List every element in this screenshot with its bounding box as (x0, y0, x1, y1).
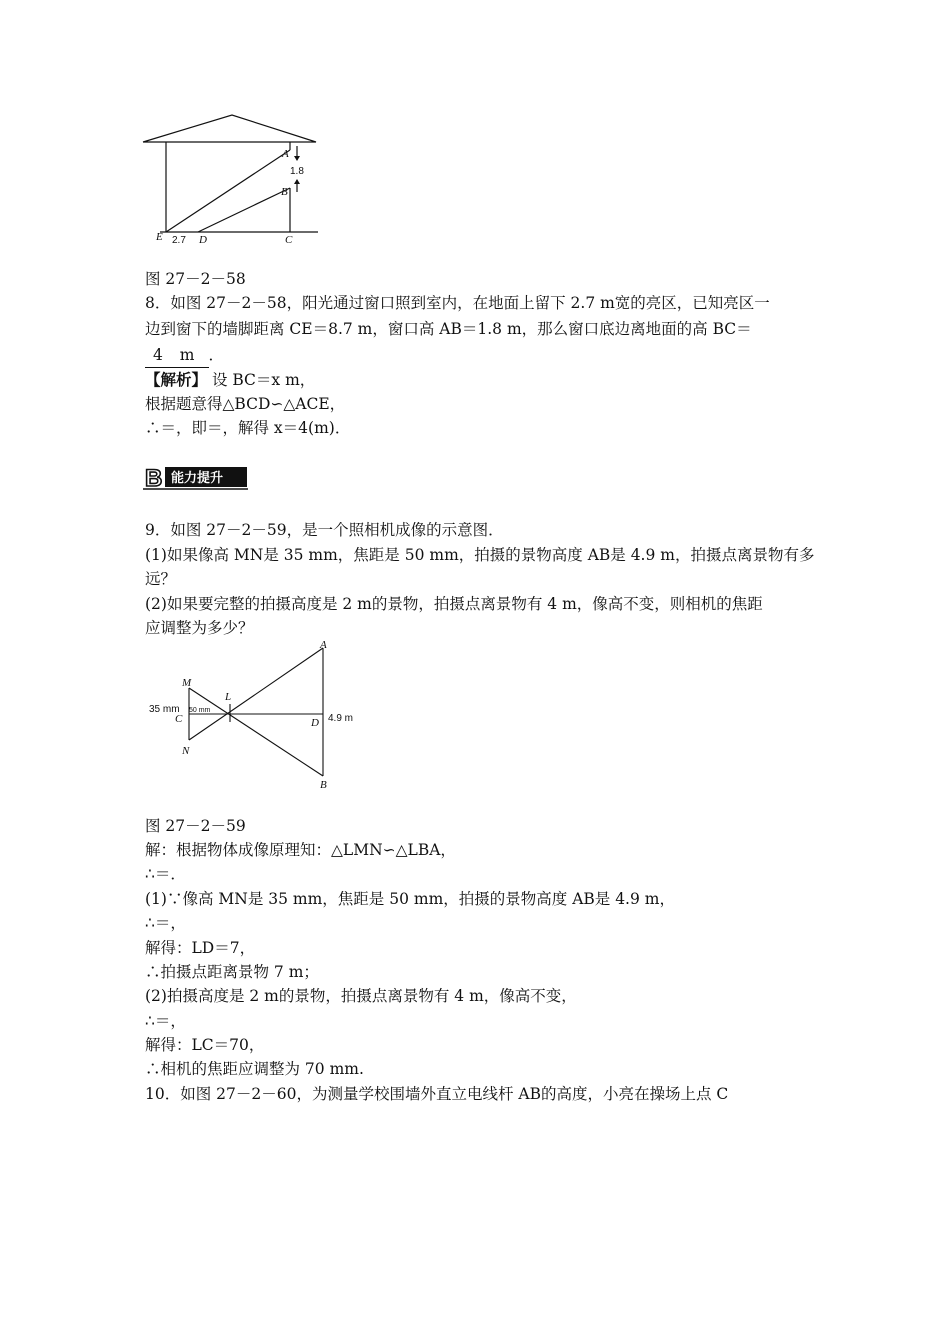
figure-27-2-58 (140, 110, 325, 250)
label-C: C (285, 234, 293, 246)
label-ab-length: 4.9 m (328, 713, 354, 724)
label-focal: 50 mm (189, 707, 211, 714)
figure-caption-58: 图 27－2－58 (145, 270, 246, 288)
solution-line: ∴＝． (145, 865, 186, 883)
ray-MB (189, 688, 323, 776)
q8-answer: 4 m (145, 343, 209, 368)
q9-part2-line2: 应调整为多少？ (145, 619, 254, 637)
light-ray-lower (198, 188, 290, 232)
figure-27-2-59 (145, 638, 375, 793)
figure-caption-59: 图 27－2－59 (145, 817, 246, 835)
section-b-banner (143, 463, 248, 491)
section-title: 能力提升 (171, 471, 224, 486)
label-B: B (320, 779, 327, 791)
roof (143, 115, 316, 142)
q8-answer-line: 4 m ． (145, 343, 224, 368)
q10-line1: 10．如图 27－2－60，为测量学校围墙外直立电线杆 AB的高度，小亮在操场上点 C (145, 1085, 729, 1103)
solution-line: ∴＝， (145, 914, 186, 932)
label-A: A (282, 148, 289, 160)
label-L: L (225, 691, 232, 703)
label-D: D (311, 717, 319, 729)
q8-line1: 8．如图 27－2－58，阳光通过窗口照到室内，在地面上留下 2.7 m宽的亮区，已知亮区一 (145, 294, 770, 312)
label-B: B (281, 186, 288, 198)
label-M: M (182, 677, 192, 689)
solution-line: 解得：LC＝70， (145, 1036, 265, 1054)
label-width: 2.7 (172, 235, 186, 246)
solution-line: ∴相机的焦距应调整为 70 mm. (145, 1060, 364, 1078)
solution-line: 解得：LD＝7， (145, 939, 256, 957)
label-mn-length: 35 mm (149, 704, 180, 715)
label-height: 1.8 (290, 166, 304, 177)
solution-line: ∴拍摄点距离景物 7 m； (145, 963, 319, 981)
q8-analysis-2: 根据题意得△BCD∽△ACE， (145, 395, 346, 413)
q8-line2: 边到窗下的墙脚距离 CE＝8.7 m，窗口高 AB＝1.8 m，那么窗口底边离地面的高 BC＝ (145, 320, 752, 338)
q9-stem: 9．如图 27－2－59，是一个照相机成像的示意图． (145, 521, 504, 539)
label-A: A (320, 639, 327, 651)
label-N: N (182, 745, 190, 757)
label-C: C (175, 713, 183, 725)
solution-line: (1)∵像高 MN是 35 mm，焦距是 50 mm，拍摄的景物高度 AB是 4.9 m， (145, 890, 675, 908)
solution-line: (2)拍摄高度是 2 m的景物，拍摄点离景物有 4 m，像高不变， (145, 987, 577, 1005)
section-letter: B (145, 465, 163, 491)
light-ray-upper (166, 150, 290, 232)
q9-part1-line1: (1)如果像高 MN是 35 mm，焦距是 50 mm，拍摄的景物高度 AB是 4.9 m，拍摄点离景物有多 (145, 546, 815, 564)
q9-part1-line2: 远？ (145, 570, 177, 588)
q8-analysis-1: 【解析】 设 BC＝x m， (145, 370, 316, 389)
q8-analysis-3: ∴＝，即＝，解得 x＝4(m)． (145, 419, 351, 437)
label-E: E (156, 231, 163, 243)
solution-line: ∴＝， (145, 1012, 186, 1030)
label-D: D (199, 234, 207, 246)
solution-line: 解：根据物体成像原理知：△LMN∽△LBA， (145, 841, 456, 859)
ray-NA (189, 648, 323, 740)
q9-part2-line1: (2)如果要完整的拍摄高度是 2 m的景物，拍摄点离景物有 4 m，像高不变，则相机的焦距 (145, 595, 763, 613)
